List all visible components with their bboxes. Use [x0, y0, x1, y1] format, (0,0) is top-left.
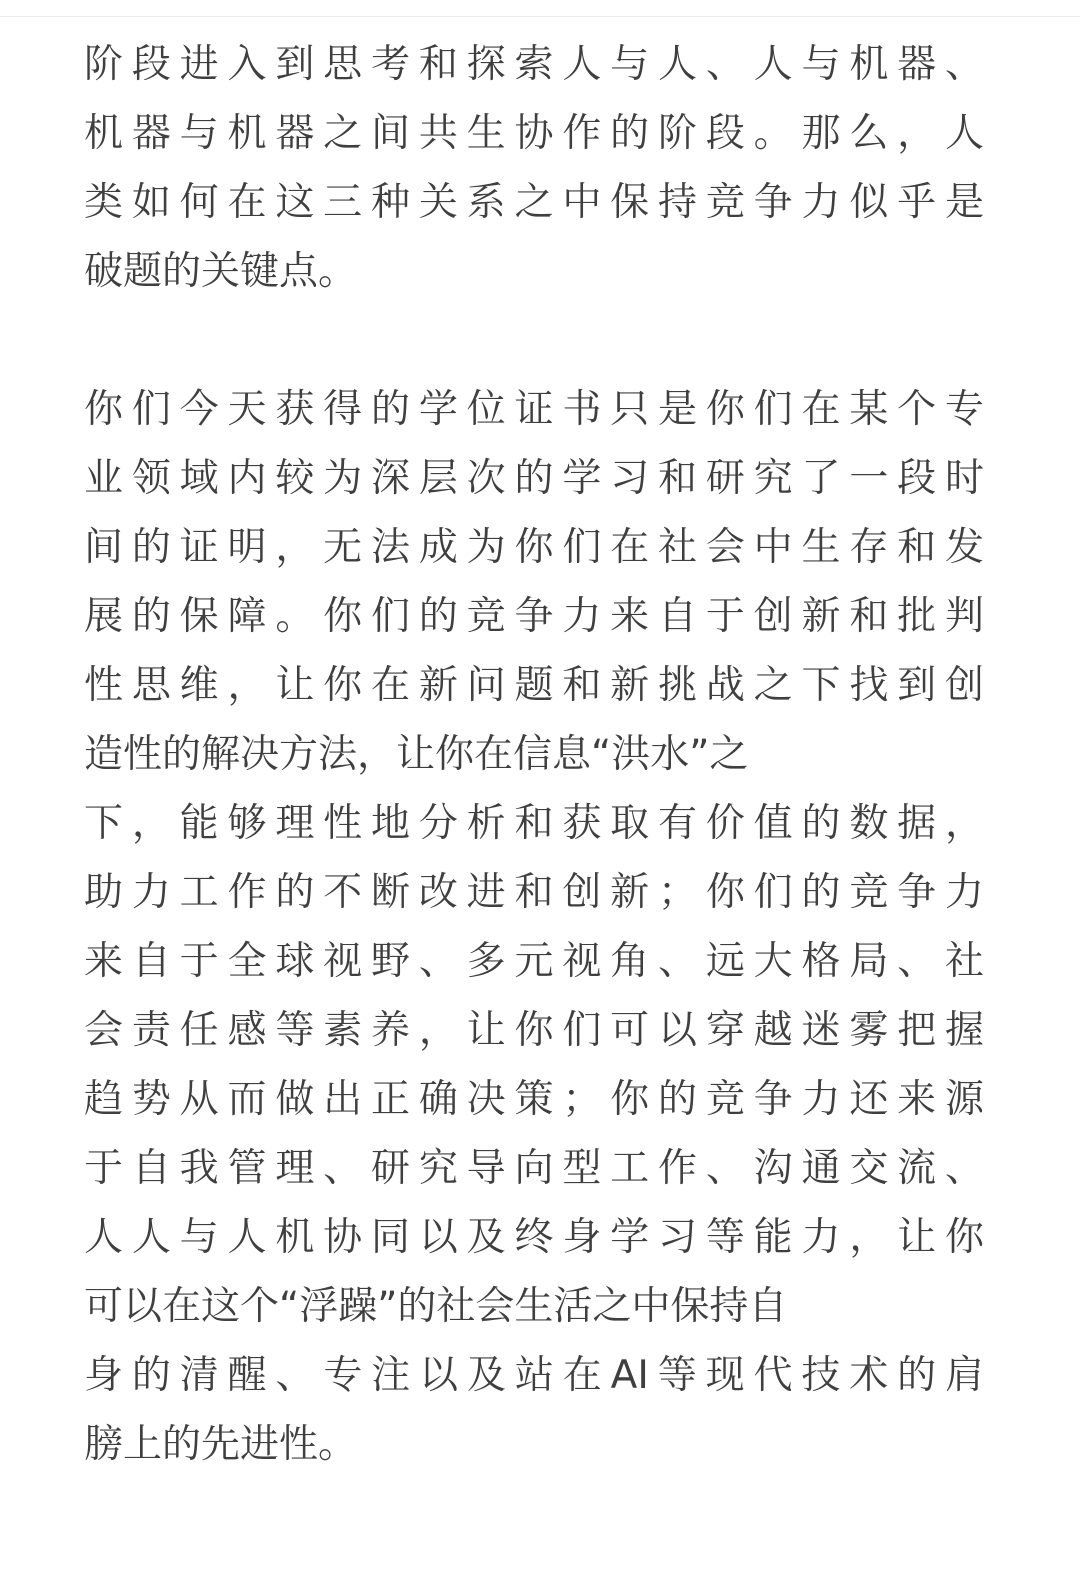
text-line: 性思维，让你在新问题和新挑战之下找到创 — [84, 663, 984, 708]
text-line: 会责任感等素养，让你们可以穿越迷雾把握 — [84, 1008, 984, 1053]
paragraph-1 — [0, 30, 1080, 306]
text-line: 造性的解决方法，让你在信息“洪水”之 — [84, 732, 749, 777]
text-line: 来自于全球视野、多元视角、远大格局、社 — [84, 939, 984, 984]
text-line: 你们今天获得的学位证书只是你们在某个专 — [84, 387, 984, 432]
text-line: 破题的关键点。 — [84, 249, 358, 294]
text-line: 趋势从而做出正确决策；你的竞争力还来源 — [84, 1077, 984, 1122]
text-line: 展的保障。你们的竞争力来自于创新和批判 — [84, 594, 984, 639]
text-line: 机器与机器之间共生协作的阶段。那么，人 — [84, 111, 984, 156]
article-body — [0, 30, 1080, 1479]
text-line: 阶段进入到思考和探索人与人、人与机器、 — [84, 42, 984, 87]
text-line: 于自我管理、研究导向型工作、沟通交流、 — [84, 1146, 984, 1191]
text-line: 身的清醒、专注以及站在AI等现代技术的肩 — [84, 1353, 984, 1398]
text-line: 人人与人机协同以及终身学习等能力，让你 — [84, 1215, 984, 1260]
text-line: 间的证明，无法成为你们在社会中生存和发 — [84, 525, 984, 570]
paragraph-2 — [0, 375, 1080, 1479]
text-line: 类如何在这三种关系之中保持竞争力似乎是 — [84, 180, 984, 225]
top-divider — [0, 16, 1080, 17]
text-line: 膀上的先进性。 — [84, 1422, 358, 1467]
text-line: 助力工作的不断改进和创新；你们的竞争力 — [84, 870, 984, 915]
text-line: 可以在这个“浮躁”的社会生活之中保持自 — [84, 1284, 788, 1329]
text-line: 下，能够理性地分析和获取有价值的数据， — [84, 801, 984, 846]
text-line: 业领域内较为深层次的学习和研究了一段时 — [84, 456, 984, 501]
